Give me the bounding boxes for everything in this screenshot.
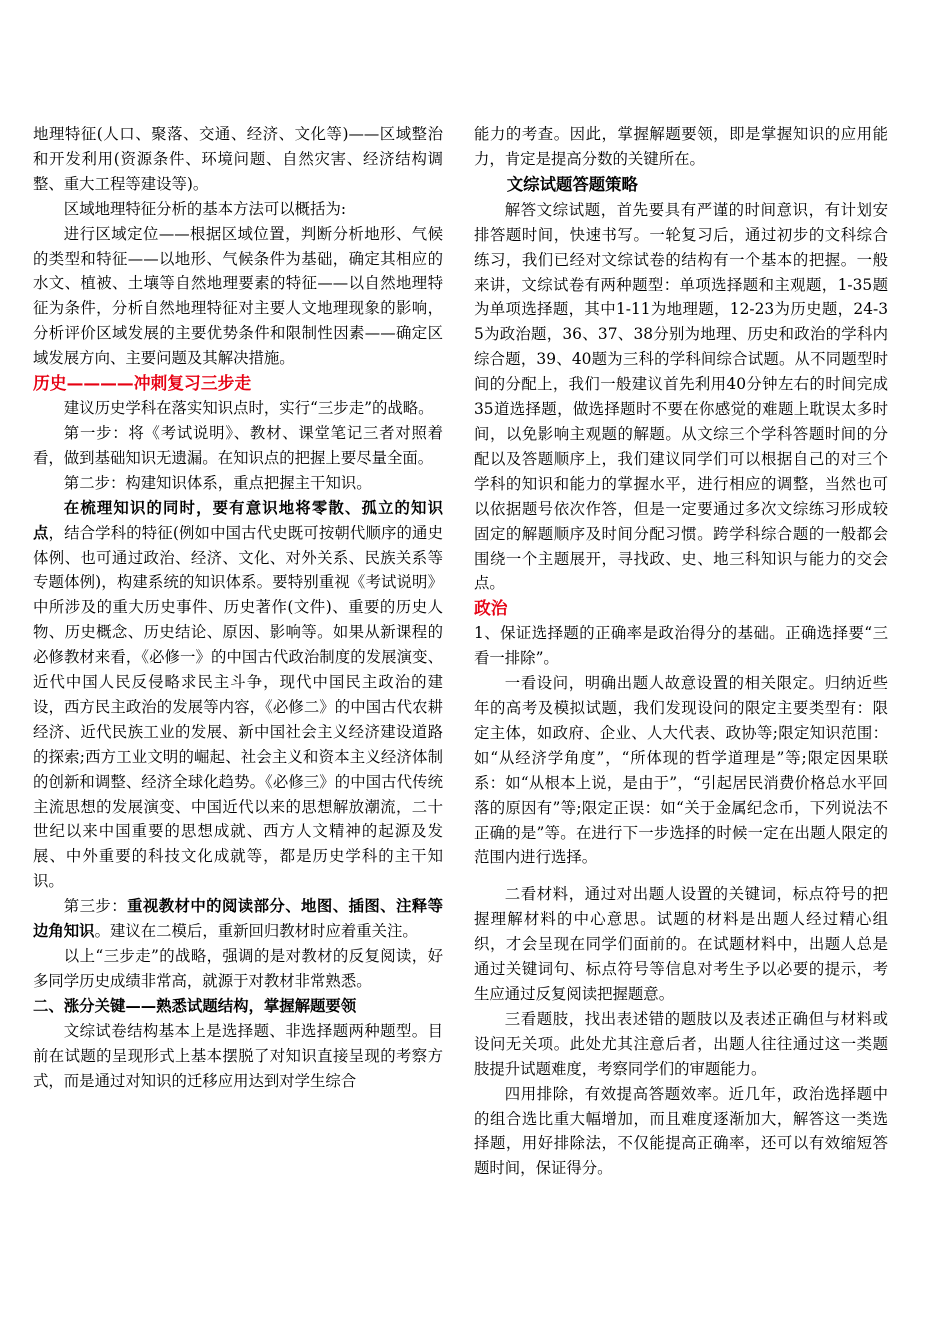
step-three-paragraph: [33, 894, 443, 944]
step-two-paragraph: 第二步：构建知识体系，重点把握主干知识。: [63, 473, 372, 492]
politics-point-one: 1、保证选择题的正确率是政治得分的基础。正确选择要“三看一排除”。: [474, 624, 888, 668]
knowledge-system-paragraph: [33, 496, 443, 895]
ability-paragraph: 能力的考查。因此，掌握解题要领，即是掌握知识的应用能力，肯定是提高分数的关键所在。: [474, 125, 888, 168]
history-intro-paragraph: 建议历史学科在落实知识点时，实行“三步走”的战略。: [63, 399, 434, 418]
look-at-options-paragraph: 三看题肢，找出表述错的题肢以及表述正确但与材料或设问无关项。此处尤其注意后者，出题人往往通过这一类题肢提升试题难度，考察同学们的审题能力。: [474, 1009, 888, 1078]
strategy-paragraph: 解答文综试题，首先要具有严谨的时间意识，有计划安排答题时间，快速书写。一轮复习后，通过初步的文科综合练习，我们已经对文综试卷的结构有一个基本的把握。一般来讲，文综试卷有两种题型：单项选择题和主观题，1-35题为单项选择题，其中1-11为地理题，12-23为历史题，24-35为政治题，36、37、38分别为地理、历史和政治的学科内综合题，39、40题为三科的学科间综合试题。从不同题型时间的分配上，我们一般建议首先利用40分钟左右的时间完成35道选择题，做选择题时不要在你感觉的难题上耽误太多时间，以免影响主观题的解题。从文综三个学科答题时间的分配以及答题顺序上，我们建议同学们可以根据自己的对三个学科的知识和能力的掌握水平，进行相应的调整，当然也可以依据题号依次作答，但是一定要通过多次文综练习形成较固定的解题顺序及时间分配习惯。跨学科综合题的一般都会围绕一个主题展开，寻找政、史、地三科知识与能力的交会点。: [474, 200, 888, 593]
strategy-heading: 文综试题答题策略: [506, 174, 638, 194]
step-three-bold: 重视教材中的阅读部分、地图、插图、注释等边角知识: [33, 897, 443, 941]
step-one-paragraph: 第一步：将《考试说明》、教材、课堂笔记三者对照着看，做到基础知识无遗漏。在知识点的把握上要尽量全面。: [33, 423, 443, 467]
spacer: [474, 870, 888, 882]
look-at-material-paragraph: 二看材料，通过对出题人设置的关键词，标点符号的把握理解材料的中心意思。试题的材料是出题人经过精心组织，才会呈现在同学们面前的。在试题材料中，出题人总是通过关键词句、标点符号等信息对考生予以必要的提示，考生应通过反复阅读把握题意。: [474, 885, 888, 1003]
right-column: [474, 122, 888, 1181]
section-two-heading: 二、涨分关键——熟悉试题结构，掌握解题要领: [33, 996, 357, 1015]
exam-structure-paragraph: 文综试卷结构基本上是选择题、非选择题两种题型。目前在试题的呈现形式上基本摆脱了对知识直接呈现的考察方式，而是通过对知识的迁移应用达到对学生综合: [33, 1021, 443, 1090]
method-intro-paragraph: 区域地理特征分析的基本方法可以概括为:: [63, 199, 347, 218]
method-steps-paragraph: 进行区域定位——根据区域位置，判断分析地形、气候的类型和特征——以地形、气候条件为基础，确定其相应的水文、植被、土壤等自然地理要素的特征——以自然地理特征为条件，分析自然地理特征对主要人文地理现象的影响，分析评价区域发展的主要优势条件和限制性因素——确定区域发展方向、主要问题及其解决措施。: [33, 224, 443, 368]
politics-heading: 政治: [474, 598, 508, 619]
knowledge-system-text: ，结合学科的特征(例如中国古代史既可按朝代顺序的通史体例、也可通过政治、经济、文化、对外关系、民族关系等专题体例)，构建系统的知识体系。要特别重视《考试说明》中所涉及的重大历史事件、历史著作(文件)、重要的历史人物、历史概念、历史结论、原因、影响等。如果从新课程的必修教材来看，《必修一》的中国古代政治制度的发展演变、近代中国人民反侵略求民主斗争，现代中国民主政治的建设，西方民主政治的发展等内容，《必修二》的中国古代农耕经济、近代民族工业的发展、新中国社会主义经济建设道路的探索;西方工业文明的崛起、社会主义和资本主义经济体制的创新和调整、经济全球化趋势。《必修三》的中国古代传统主流思想的发展演变、中国近代以来的思想解放潮流，二十世纪以来中国重要的思想成就、西方人文精神的起源及发展、中外重要的科技文化成就等，都是历史学科的主干知识。: [33, 523, 443, 891]
look-at-question-paragraph: 一看设问，明确出题人故意设置的相关限定。归纳近些年的高考及模拟试题，我们发现设问的限定主要类型有：限定主体，如政府、企业、人大代表、政协等;限定知识范围：如“从经济学角度”，“所体现的哲学道理是”等;限定因果联系：如“从根本上说，是由于”，“引起居民消费价格总水平回落的原因有”等;限定正误：如“关于金属纪念币，下列说法不正确的是”等。在进行下一步选择的时候一定在出题人限定的范围内进行选择。: [474, 674, 888, 867]
left-column: [33, 122, 443, 1093]
geo-features-paragraph: 地理特征(人口、聚落、交通、经济、文化等)——区域整治和开发利用(资源条件、环境问题、自然灾害、经济结构调整、重大工程等建设等)。: [33, 125, 443, 193]
step-three-lead: 第三步：: [63, 897, 128, 916]
history-heading: 历史————冲刺复习三步走: [33, 373, 252, 394]
three-step-summary-paragraph: 以上“三步走”的战略，强调的是对教材的反复阅读，好多同学历史成绩非常高，就源于对教材非常熟悉。: [33, 947, 443, 990]
knowledge-system-bold: 在梳理知识的同时，要有意识地将零散、孤立的知识点: [33, 498, 443, 542]
elimination-paragraph: 四用排除，有效提高答题效率。近几年，政治选择题中的组合选比重大幅增加，而且难度逐渐加大，解答这一类选择题，用好排除法，不仅能提高正确率，还可以有效缩短答题时间，保证得分。: [474, 1084, 888, 1178]
step-three-text: 。建议在二模后，重新回归教材时应着重关注。: [94, 922, 418, 941]
